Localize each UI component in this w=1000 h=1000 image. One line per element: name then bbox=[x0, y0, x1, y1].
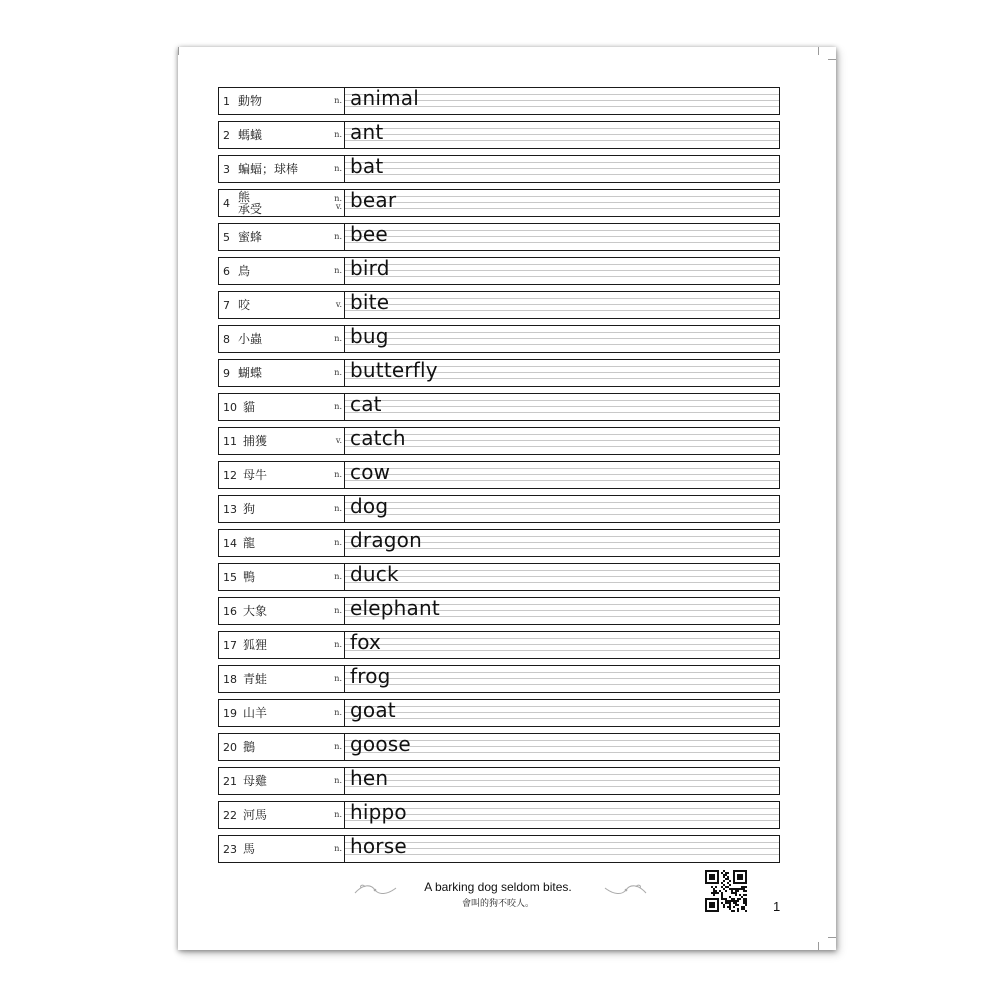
word-number: 3 bbox=[223, 162, 230, 176]
guide-line bbox=[345, 332, 779, 333]
part-of-speech-label: n. bbox=[334, 674, 342, 683]
english-word: bear bbox=[350, 188, 397, 212]
chinese-meaning-line: 狗 bbox=[243, 502, 256, 516]
vocab-row bbox=[218, 87, 780, 115]
chinese-meaning-line: 山羊 bbox=[243, 706, 268, 720]
definition-cell bbox=[219, 292, 345, 318]
chinese-meaning bbox=[243, 564, 255, 590]
chinese-meaning bbox=[238, 258, 250, 284]
vocab-row bbox=[218, 461, 780, 489]
definition-cell bbox=[219, 496, 345, 522]
guide-line bbox=[345, 208, 779, 209]
guide-line bbox=[345, 440, 779, 441]
part-of-speech-label: n. bbox=[334, 572, 342, 581]
guide-line bbox=[345, 718, 779, 719]
chinese-meaning bbox=[238, 88, 262, 114]
handwriting-lines bbox=[345, 598, 779, 624]
chinese-meaning bbox=[238, 326, 262, 352]
definition-cell bbox=[219, 156, 345, 182]
word-number: 8 bbox=[223, 332, 230, 346]
chinese-meaning bbox=[243, 836, 255, 862]
proverb-chinese: 會叫的狗不咬人。 bbox=[461, 899, 534, 909]
guide-line bbox=[345, 848, 779, 849]
guide-line bbox=[345, 202, 779, 203]
definition-cell bbox=[219, 360, 345, 386]
part-of-speech-label: n. bbox=[334, 504, 342, 513]
handwriting-lines bbox=[345, 190, 779, 216]
chinese-meaning bbox=[243, 632, 267, 658]
handwriting-lines bbox=[345, 700, 779, 726]
chinese-meaning-line: 捕獲 bbox=[243, 434, 268, 448]
page-number: 1 bbox=[773, 899, 781, 914]
english-word: animal bbox=[350, 86, 419, 110]
guide-line bbox=[345, 820, 779, 821]
vocab-row bbox=[218, 359, 780, 387]
english-word: duck bbox=[350, 562, 399, 586]
guide-line bbox=[345, 638, 779, 639]
handwriting-lines bbox=[345, 802, 779, 828]
guide-line bbox=[345, 474, 779, 475]
handwriting-lines bbox=[345, 88, 779, 114]
part-of-speech-label: n. bbox=[334, 708, 342, 717]
part-of-speech-label: n. bbox=[334, 776, 342, 785]
handwriting-lines bbox=[345, 122, 779, 148]
chinese-meaning bbox=[238, 122, 262, 148]
guide-line bbox=[345, 412, 779, 413]
vocab-row bbox=[218, 291, 780, 319]
vocab-row bbox=[218, 189, 780, 217]
vocab-row bbox=[218, 495, 780, 523]
english-word: butterfly bbox=[350, 358, 438, 382]
part-of-speech-label: v. bbox=[335, 436, 342, 445]
part-of-speech bbox=[334, 632, 342, 658]
part-of-speech bbox=[334, 258, 342, 284]
vocab-row bbox=[218, 325, 780, 353]
definition-cell bbox=[219, 394, 345, 420]
word-number: 13 bbox=[223, 502, 237, 516]
word-number: 17 bbox=[223, 638, 237, 652]
english-word: hippo bbox=[350, 800, 407, 824]
word-number: 15 bbox=[223, 570, 237, 584]
guide-line bbox=[345, 684, 779, 685]
part-of-speech-label: n. bbox=[334, 368, 342, 377]
word-number: 5 bbox=[223, 230, 230, 244]
handwriting-lines bbox=[345, 326, 779, 352]
chinese-meaning bbox=[238, 360, 262, 386]
guide-line bbox=[345, 406, 779, 407]
vocab-row bbox=[218, 257, 780, 285]
guide-line bbox=[345, 644, 779, 645]
word-number: 18 bbox=[223, 672, 237, 686]
part-of-speech bbox=[334, 598, 342, 624]
chinese-meaning bbox=[243, 768, 267, 794]
definition-cell bbox=[219, 224, 345, 250]
vocab-row bbox=[218, 529, 780, 557]
guide-line bbox=[345, 338, 779, 339]
vocab-row bbox=[218, 393, 780, 421]
guide-line bbox=[345, 304, 779, 305]
guide-line bbox=[345, 128, 779, 129]
word-number: 20 bbox=[223, 740, 237, 754]
flourish-ornament-icon bbox=[353, 882, 398, 898]
vocab-row bbox=[218, 699, 780, 727]
guide-line bbox=[345, 514, 779, 515]
chinese-meaning-line: 鴨 bbox=[243, 570, 256, 584]
part-of-speech bbox=[334, 224, 342, 250]
page-footer bbox=[178, 872, 836, 942]
part-of-speech-label: v. bbox=[335, 300, 342, 309]
definition-cell bbox=[219, 666, 345, 692]
chinese-meaning bbox=[238, 156, 298, 182]
guide-line bbox=[345, 774, 779, 775]
definition-cell bbox=[219, 122, 345, 148]
worksheet-page bbox=[178, 47, 836, 950]
guide-line bbox=[345, 230, 779, 231]
vocab-row bbox=[218, 767, 780, 795]
chinese-meaning bbox=[243, 496, 255, 522]
english-word: frog bbox=[350, 664, 391, 688]
chinese-meaning-line: 大象 bbox=[243, 604, 268, 618]
vocab-row bbox=[218, 631, 780, 659]
vocab-row bbox=[218, 563, 780, 591]
part-of-speech-label: n. bbox=[334, 810, 342, 819]
chinese-meaning-line: 蜜蜂 bbox=[238, 230, 263, 244]
english-word: cow bbox=[350, 460, 391, 484]
chinese-meaning bbox=[238, 224, 262, 250]
qr-code-icon bbox=[705, 870, 747, 912]
english-word: dragon bbox=[350, 528, 422, 552]
chinese-meaning bbox=[243, 462, 267, 488]
definition-cell bbox=[219, 598, 345, 624]
handwriting-lines bbox=[345, 428, 779, 454]
chinese-meaning-line: 馬 bbox=[243, 842, 256, 856]
vocabulary-list bbox=[218, 87, 780, 869]
guide-line bbox=[345, 174, 779, 175]
vocab-row bbox=[218, 155, 780, 183]
chinese-meaning bbox=[243, 802, 267, 828]
english-word: bee bbox=[350, 222, 388, 246]
english-word: hen bbox=[350, 766, 389, 790]
part-of-speech bbox=[334, 122, 342, 148]
vocab-row bbox=[218, 223, 780, 251]
part-of-speech-label: n. bbox=[334, 538, 342, 547]
guide-line bbox=[345, 854, 779, 855]
part-of-speech-label: n. bbox=[334, 96, 342, 105]
guide-line bbox=[345, 582, 779, 583]
part-of-speech-label: n. bbox=[334, 334, 342, 343]
part-of-speech bbox=[334, 734, 342, 760]
chinese-meaning bbox=[243, 394, 255, 420]
definition-cell bbox=[219, 88, 345, 114]
guide-line bbox=[345, 162, 779, 163]
guide-line bbox=[345, 576, 779, 577]
part-of-speech bbox=[334, 88, 342, 114]
handwriting-lines bbox=[345, 836, 779, 862]
part-of-speech bbox=[334, 190, 342, 216]
guide-line bbox=[345, 446, 779, 447]
guide-line bbox=[345, 502, 779, 503]
part-of-speech-label: n. bbox=[334, 844, 342, 853]
part-of-speech bbox=[334, 802, 342, 828]
guide-line bbox=[345, 808, 779, 809]
english-word: cat bbox=[350, 392, 382, 416]
handwriting-lines bbox=[345, 224, 779, 250]
guide-line bbox=[345, 400, 779, 401]
chinese-meaning bbox=[243, 598, 267, 624]
vocab-row bbox=[218, 597, 780, 625]
handwriting-lines bbox=[345, 156, 779, 182]
part-of-speech bbox=[334, 462, 342, 488]
chinese-meaning-line: 蝙蝠；球棒 bbox=[238, 162, 299, 176]
vocab-row bbox=[218, 121, 780, 149]
handwriting-lines bbox=[345, 632, 779, 658]
english-word: dog bbox=[350, 494, 389, 518]
chinese-meaning bbox=[238, 190, 262, 216]
word-number: 4 bbox=[223, 196, 230, 210]
guide-line bbox=[345, 344, 779, 345]
chinese-meaning-line: 河馬 bbox=[243, 808, 268, 822]
word-number: 10 bbox=[223, 400, 237, 414]
guide-line bbox=[345, 570, 779, 571]
guide-line bbox=[345, 168, 779, 169]
english-word: fox bbox=[350, 630, 382, 654]
english-word: goat bbox=[350, 698, 396, 722]
part-of-speech-label: n. bbox=[334, 742, 342, 751]
english-word: catch bbox=[350, 426, 406, 450]
chinese-meaning-line: 蝴蝶 bbox=[238, 366, 263, 380]
definition-cell bbox=[219, 768, 345, 794]
definition-cell bbox=[219, 836, 345, 862]
english-word: bird bbox=[350, 256, 390, 280]
english-word: bat bbox=[350, 154, 384, 178]
handwriting-lines bbox=[345, 496, 779, 522]
part-of-speech bbox=[334, 666, 342, 692]
vocab-row bbox=[218, 835, 780, 863]
definition-cell bbox=[219, 530, 345, 556]
guide-line bbox=[345, 650, 779, 651]
guide-line bbox=[345, 134, 779, 135]
part-of-speech bbox=[334, 564, 342, 590]
part-of-speech-label: n. bbox=[334, 232, 342, 241]
part-of-speech bbox=[334, 496, 342, 522]
guide-line bbox=[345, 706, 779, 707]
part-of-speech-label: n. bbox=[334, 266, 342, 275]
guide-line bbox=[345, 814, 779, 815]
english-word: horse bbox=[350, 834, 407, 858]
chinese-meaning-line: 母雞 bbox=[243, 774, 268, 788]
word-number: 1 bbox=[223, 94, 230, 108]
chinese-meaning-line: 承受 bbox=[238, 202, 263, 216]
definition-cell bbox=[219, 564, 345, 590]
word-number: 9 bbox=[223, 366, 230, 380]
chinese-meaning-line: 咬 bbox=[238, 298, 251, 312]
guide-line bbox=[345, 672, 779, 673]
part-of-speech-label: n. bbox=[334, 194, 342, 203]
guide-line bbox=[345, 712, 779, 713]
handwriting-lines bbox=[345, 530, 779, 556]
crop-mark-top-right bbox=[818, 47, 819, 55]
handwriting-lines bbox=[345, 768, 779, 794]
part-of-speech bbox=[336, 428, 342, 454]
english-word: goose bbox=[350, 732, 411, 756]
chinese-meaning-line: 鵝 bbox=[243, 740, 256, 754]
part-of-speech bbox=[334, 326, 342, 352]
part-of-speech bbox=[336, 292, 342, 318]
part-of-speech-label: n. bbox=[334, 470, 342, 479]
vocab-row bbox=[218, 801, 780, 829]
part-of-speech-label: n. bbox=[334, 606, 342, 615]
part-of-speech-label: n. bbox=[334, 640, 342, 649]
part-of-speech bbox=[334, 700, 342, 726]
chinese-meaning-line: 母牛 bbox=[243, 468, 268, 482]
handwriting-lines bbox=[345, 666, 779, 692]
crop-mark-top-left bbox=[178, 47, 179, 55]
english-word: bug bbox=[350, 324, 389, 348]
crop-mark-right-upper bbox=[828, 59, 836, 60]
chinese-meaning-line: 熊 bbox=[238, 190, 251, 204]
word-number: 12 bbox=[223, 468, 237, 482]
chinese-meaning-line: 動物 bbox=[238, 94, 263, 108]
chinese-meaning bbox=[238, 292, 250, 318]
guide-line bbox=[345, 842, 779, 843]
part-of-speech-label: n. bbox=[334, 130, 342, 139]
part-of-speech bbox=[334, 768, 342, 794]
part-of-speech-label: n. bbox=[334, 402, 342, 411]
guide-line bbox=[345, 434, 779, 435]
chinese-meaning bbox=[243, 530, 255, 556]
definition-cell bbox=[219, 326, 345, 352]
english-word: bite bbox=[350, 290, 390, 314]
proverb-english: A barking dog seldom bites. bbox=[424, 880, 572, 894]
handwriting-lines bbox=[345, 564, 779, 590]
part-of-speech bbox=[334, 156, 342, 182]
word-number: 11 bbox=[223, 434, 237, 448]
guide-line bbox=[345, 276, 779, 277]
definition-cell bbox=[219, 258, 345, 284]
handwriting-lines bbox=[345, 292, 779, 318]
flourish-ornament-icon bbox=[603, 882, 648, 898]
vocab-row bbox=[218, 733, 780, 761]
guide-line bbox=[345, 140, 779, 141]
word-number: 23 bbox=[223, 842, 237, 856]
chinese-meaning-line: 小蟲 bbox=[238, 332, 263, 346]
chinese-meaning bbox=[243, 428, 267, 454]
guide-line bbox=[345, 780, 779, 781]
chinese-meaning-line: 鳥 bbox=[238, 264, 251, 278]
chinese-meaning-line: 螞蟻 bbox=[238, 128, 263, 142]
guide-line bbox=[345, 678, 779, 679]
guide-line bbox=[345, 310, 779, 311]
chinese-meaning-line: 狐狸 bbox=[243, 638, 268, 652]
chinese-meaning bbox=[243, 700, 267, 726]
chinese-meaning-line: 龍 bbox=[243, 536, 256, 550]
word-number: 21 bbox=[223, 774, 237, 788]
part-of-speech-label: v. bbox=[335, 202, 342, 211]
part-of-speech-label: n. bbox=[334, 164, 342, 173]
word-number: 7 bbox=[223, 298, 230, 312]
guide-line bbox=[345, 480, 779, 481]
guide-line bbox=[345, 236, 779, 237]
handwriting-lines bbox=[345, 360, 779, 386]
guide-line bbox=[345, 196, 779, 197]
definition-cell bbox=[219, 428, 345, 454]
guide-line bbox=[345, 298, 779, 299]
guide-line bbox=[345, 786, 779, 787]
guide-line bbox=[345, 508, 779, 509]
handwriting-lines bbox=[345, 734, 779, 760]
english-word: elephant bbox=[350, 596, 440, 620]
chinese-meaning-line: 青蛙 bbox=[243, 672, 268, 686]
word-number: 22 bbox=[223, 808, 237, 822]
english-word: ant bbox=[350, 120, 384, 144]
crop-mark-bottom-right bbox=[818, 942, 819, 950]
vocab-row bbox=[218, 427, 780, 455]
definition-cell bbox=[219, 802, 345, 828]
handwriting-lines bbox=[345, 258, 779, 284]
definition-cell bbox=[219, 734, 345, 760]
part-of-speech bbox=[334, 530, 342, 556]
word-number: 16 bbox=[223, 604, 237, 618]
part-of-speech bbox=[334, 394, 342, 420]
part-of-speech bbox=[334, 836, 342, 862]
definition-cell bbox=[219, 462, 345, 488]
word-number: 19 bbox=[223, 706, 237, 720]
guide-line bbox=[345, 242, 779, 243]
handwriting-lines bbox=[345, 462, 779, 488]
word-number: 6 bbox=[223, 264, 230, 278]
word-number: 2 bbox=[223, 128, 230, 142]
chinese-meaning bbox=[243, 666, 267, 692]
guide-line bbox=[345, 270, 779, 271]
handwriting-lines bbox=[345, 394, 779, 420]
part-of-speech bbox=[334, 360, 342, 386]
definition-cell bbox=[219, 700, 345, 726]
chinese-meaning bbox=[243, 734, 255, 760]
vocab-row bbox=[218, 665, 780, 693]
word-number: 14 bbox=[223, 536, 237, 550]
definition-cell bbox=[219, 190, 345, 216]
guide-line bbox=[345, 264, 779, 265]
chinese-meaning-line: 貓 bbox=[243, 400, 256, 414]
guide-line bbox=[345, 468, 779, 469]
definition-cell bbox=[219, 632, 345, 658]
